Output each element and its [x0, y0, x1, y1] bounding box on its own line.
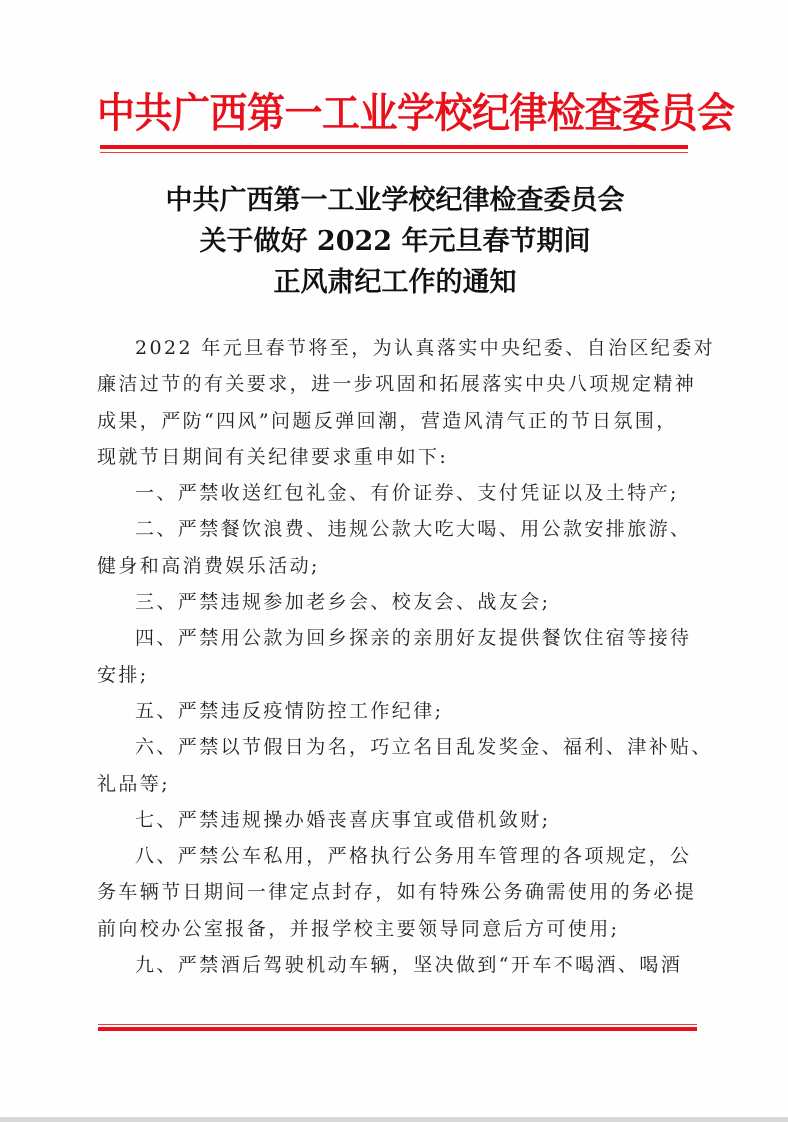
notice-body: [97, 330, 715, 983]
rule-item-2-cont: 健身和高消费娱乐活动;: [97, 554, 320, 577]
rule-item-8: 八、严禁公车私用，严格执行公务用车管理的各项规定，公: [135, 845, 692, 868]
divider-thick-line: [100, 145, 688, 149]
masthead-title: 中共广西第一工业学校纪律检查委员会: [97, 88, 735, 137]
rule-item-8-cont: 前向校办公室报备，并报学校主要领导同意后方可使用;: [97, 917, 620, 940]
rule-item-7: 七、严禁违规操办婚丧喜庆事宜或借机敛财;: [135, 808, 551, 831]
title-line-2: 关于做好 2022 年元旦春节期间: [199, 226, 591, 257]
masthead-divider: [100, 145, 688, 155]
body-line: 成果，严防“四风”问题反弹回潮，营造风清气正的节日氛围，: [97, 409, 678, 432]
footer-divider: [98, 1024, 697, 1034]
divider-thin-line: [98, 1024, 697, 1025]
rule-item-1: 一、严禁收送红包礼金、有价证券、支付凭证以及土特产;: [135, 482, 679, 505]
divider-thin-line: [100, 152, 688, 153]
rule-item-6: 六、严禁以节假日为名，巧立名目乱发奖金、福利、津补贴、: [135, 736, 713, 759]
divider-thick-line: [98, 1027, 697, 1031]
title-line-1: 中共广西第一工业学校纪律检查委员会: [165, 185, 625, 216]
rule-item-3: 三、严禁违规参加老乡会、校友会、战友会;: [135, 591, 551, 614]
notice-title: [100, 180, 690, 303]
rule-item-4: 四、严禁用公款为回乡探亲的亲朋好友提供餐饮住宿等接待: [135, 627, 692, 650]
rule-item-5: 五、严禁违反疫情防控工作纪律;: [135, 699, 444, 722]
body-line: 廉洁过节的有关要求，进一步巩固和拓展落实中央八项规定精神: [97, 373, 697, 396]
rule-item-2: 二、严禁餐饮浪费、违规公款大吃大喝、用公款安排旅游、: [135, 518, 692, 541]
rule-item-6-cont: 礼品等;: [97, 772, 171, 795]
body-line: 现就节日期间有关纪律要求重申如下:: [97, 445, 449, 468]
page-bottom-edge: [0, 1117, 788, 1122]
title-line-3: 正风肃纪工作的通知: [273, 267, 517, 298]
rule-item-9: 九、严禁酒后驾驶机动车辆，坚决做到“开车不喝酒、喝酒: [135, 954, 683, 977]
rule-item-4-cont: 安排;: [97, 663, 149, 686]
rule-item-8-cont: 务车辆节日期间一律定点封存，如有特殊公务确需使用的务必提: [97, 881, 697, 904]
body-line: 2022 年元旦春节将至，为认真落实中央纪委、自治区纪委对: [135, 337, 715, 359]
